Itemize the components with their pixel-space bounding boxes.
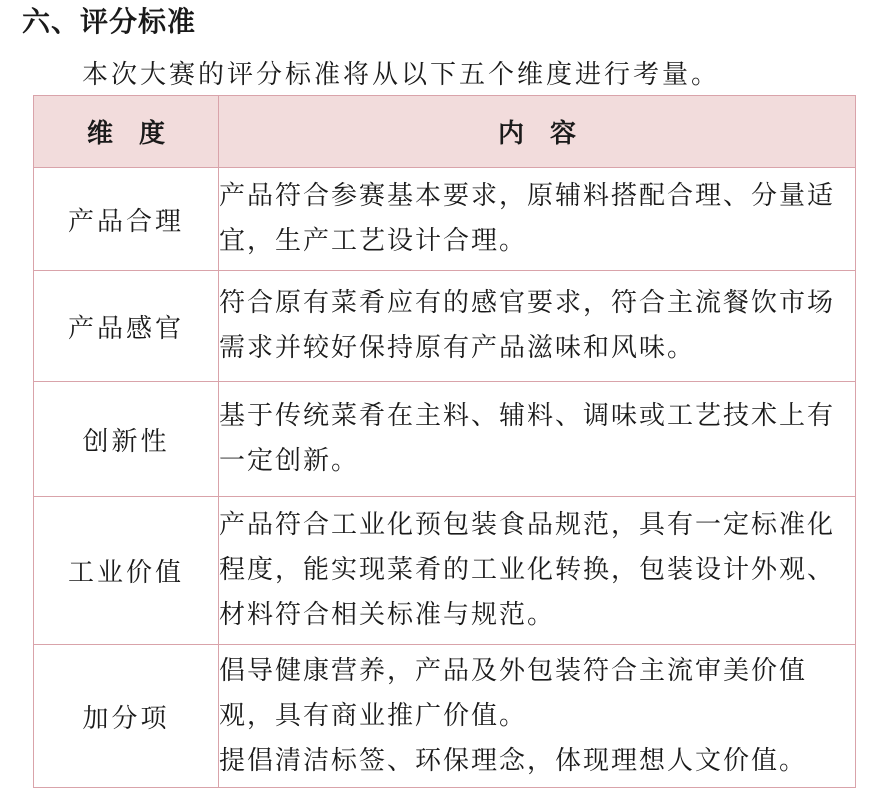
content-line: 提倡清洁标签、环保理念，体现理想人文价值。 <box>219 745 808 776</box>
dimension-cell: 产品合理 <box>34 168 219 271</box>
content-line: 宜，生产工艺设计合理。 <box>219 226 528 256</box>
content-cell <box>219 645 856 788</box>
table-row <box>34 645 856 788</box>
dimension-cell: 工业价值 <box>34 497 219 645</box>
dimension-cell: 创新性 <box>34 382 219 497</box>
table-row <box>34 271 856 382</box>
content-line: 符合原有菜肴应有的感官要求，符合主流餐饮市场 <box>219 288 836 318</box>
table-header-row <box>34 96 856 168</box>
content-line: 倡导健康营养，产品及外包装符合主流审美价值 <box>219 655 808 686</box>
dimension-cell: 加分项 <box>34 645 219 788</box>
intro-paragraph: 本次大赛的评分标准将从以下五个维度进行考量。 <box>82 60 721 90</box>
content-line: 一定创新。 <box>219 446 360 476</box>
content-line: 需求并较好保持原有产品滋味和风味。 <box>219 333 696 363</box>
content-cell <box>219 271 856 382</box>
table-row <box>34 382 856 497</box>
content-cell <box>219 382 856 497</box>
header-content: 内容 <box>219 96 856 168</box>
section-heading: 六、评分标准 <box>22 5 197 38</box>
content-line: 产品符合工业化预包装食品规范，具有一定标准化 <box>219 510 836 540</box>
content-line: 产品符合参赛基本要求，原辅料搭配合理、分量适 <box>219 181 836 211</box>
table-row <box>34 168 856 271</box>
content-line: 基于传统菜肴在主料、辅料、调味或工艺技术上有 <box>219 401 836 431</box>
table-row <box>34 497 856 645</box>
content-cell <box>219 168 856 271</box>
content-line: 材料符合相关标准与规范。 <box>219 600 556 630</box>
scoring-criteria-table <box>33 95 856 788</box>
dimension-cell: 产品感官 <box>34 271 219 382</box>
content-cell <box>219 497 856 645</box>
content-line: 程度，能实现菜肴的工业化转换，包装设计外观、 <box>219 555 836 585</box>
header-dimension: 维度 <box>34 96 219 168</box>
content-line: 观，具有商业推广价值。 <box>219 700 528 731</box>
